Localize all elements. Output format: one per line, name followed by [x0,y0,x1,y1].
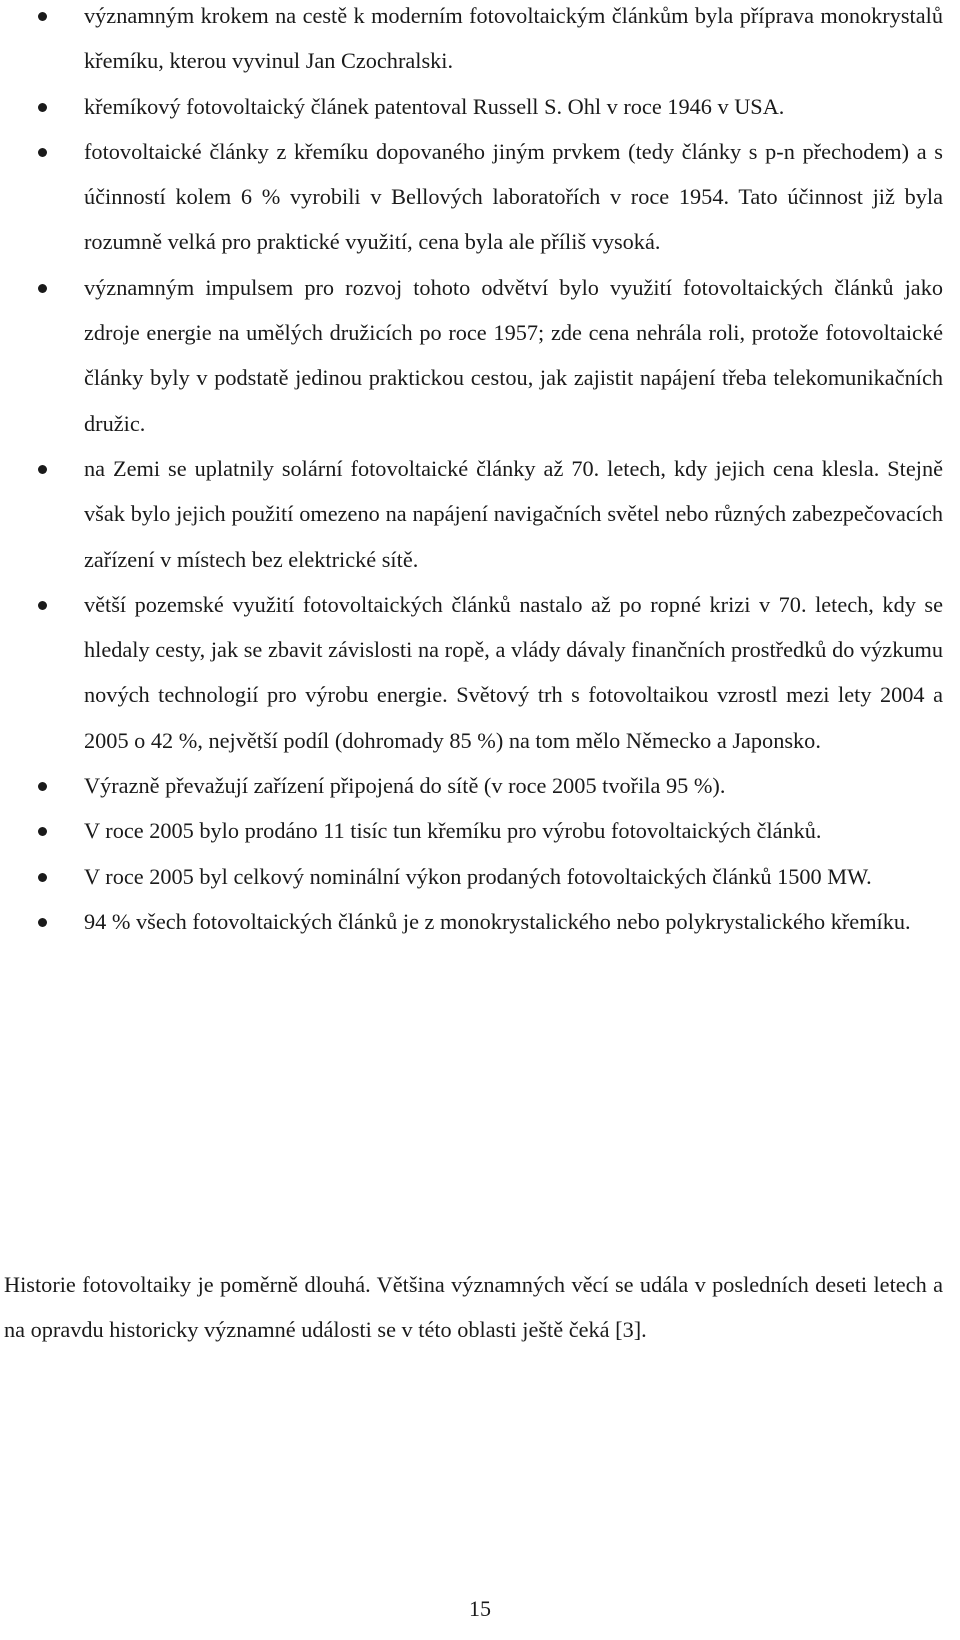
bullet-item [0,84,960,129]
bullet-item [0,854,960,899]
bullet-text: na Zemi se uplatnily solární fotovoltaické články až 70. letech, kdy jejich cena klesla. Stejně však bylo jejich použití omezeno na napájení navigačních světel nebo různých zabezpečovacích zařízení v místech bez elektrické sítě. [84,455,943,572]
bullet-item [0,763,960,808]
bullet-item [0,582,960,763]
bullet-item [0,808,960,853]
bullet-dot-icon [38,103,47,112]
bullet-text: křemíkový fotovoltaický článek patentoval Russell S. Ohl v roce 1946 v USA. [84,93,785,119]
bullet-text: větší pozemské využití fotovoltaických článků nastalo až po ropné krizi v 70. letech, kdy se hledaly cesty, jak se zbavit závislosti na ropě, a vlády dávaly finančních prostředků do výzkumu nových technologií pro výrobu energie. Světový trh s fotovoltaikou vzrostl mezi lety 2004 a 2005 o 42 %, největší podíl (dohromady 85 %) na tom mělo Německo a Japonsko. [84,591,943,753]
bullet-text: 94 % všech fotovoltaických článků je z monokrystalického nebo polykrystalického křemíku. [84,908,911,934]
summary-paragraph: Historie fotovoltaiky je poměrně dlouhá. Většina významných věcí se udála v posledních deseti letech a na opravdu historicky významné události se v této oblasti ještě čeká [3]. [4,1272,943,1343]
bullet-dot-icon [38,465,47,474]
bullet-text: V roce 2005 byl celkový nominální výkon prodaných fotovoltaických článků 1500 MW. [84,863,872,889]
bullet-text: Výrazně převažují zařízení připojená do sítě (v roce 2005 tvořila 95 %). [84,773,726,799]
bullet-item [0,899,960,944]
bullet-text: V roce 2005 bylo prodáno 11 tisíc tun křemíku pro výrobu fotovoltaických článků. [84,818,822,844]
bullet-text: významným krokem na cestě k moderním fotovoltaickým článkům byla příprava monokrystalů křemíku, kterou vyvinul Jan Czochralski. [84,3,943,74]
bullet-dot-icon [38,918,47,927]
bullet-item [0,0,960,84]
bullet-text: fotovoltaické články z křemíku dopovaného jiným prvkem (tedy články s p-n přechodem) a s účinností kolem 6 % vyrobili v Bellových laboratořích v roce 1954. Tato účinnost již byla rozumně velká pro praktické využití, cena byla ale příliš vysoká. [84,138,943,255]
bullet-dot-icon [38,148,47,157]
bullet-dot-icon [38,12,47,21]
bullet-dot-icon [38,601,47,610]
bullet-dot-icon [38,827,47,836]
bullet-dot-icon [38,284,47,293]
page-number: 15 [469,1596,491,1621]
bullet-dot-icon [38,873,47,882]
bullet-dot-icon [38,782,47,791]
bullet-text: významným impulsem pro rozvoj tohoto odvětví bylo využití fotovoltaických článků jako zdroje energie na umělých družicích po roce 1957; zde cena nehrála roli, protože fotovoltaické články byly v podstatě jedinou praktickou cestou, jak zajistit napájení třeba telekomunikačních družic. [84,274,943,436]
bullet-item [0,446,960,582]
bullet-item [0,129,960,265]
bullet-item [0,265,960,446]
